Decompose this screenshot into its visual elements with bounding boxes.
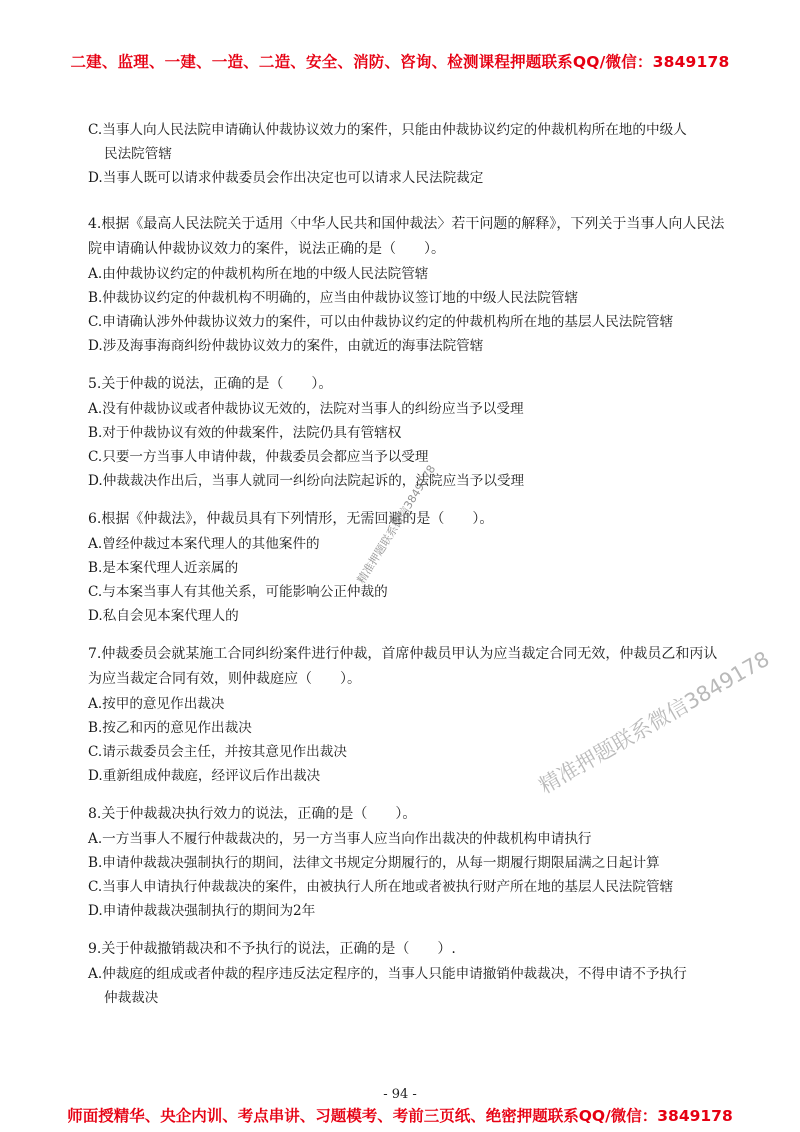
answer-option-text: A.没有仲裁协议或者仲裁协议无效的，法院对当事人的纠纷应当予以受理	[88, 401, 524, 417]
answer-option-text: B.仲裁协议约定的仲裁机构不明确的，应当由仲裁协议签订地的中级人民法院管辖	[88, 290, 579, 306]
answer-option	[88, 851, 728, 875]
watermark-small: 精准押题联系微信3849178	[354, 462, 439, 586]
question-block	[88, 642, 728, 788]
page-number: - 94 -	[383, 1087, 417, 1102]
question-stem: 6.根据《仲裁法》，仲裁员具有下列情形，无需回避的是（ ）。	[88, 511, 494, 527]
answer-option-text: D.重新组成仲裁庭，经评议后作出裁决	[88, 768, 321, 784]
answer-option-text: D.当事人既可以请求仲裁委员会作出决定也可以请求人民法院裁定	[88, 170, 484, 186]
answer-option-text: A.由仲裁协议约定的仲裁机构所在地的中级人民法院管辖	[88, 266, 429, 282]
answer-option-text: D.涉及海事海商纠纷仲裁协议效力的案件，由就近的海事法院管辖	[88, 338, 484, 354]
question-stem: 9.关于仲裁撤销裁决和不予执行的说法，正确的是（ ）.	[88, 941, 456, 957]
answer-option	[88, 310, 728, 334]
answer-option	[88, 118, 728, 166]
answer-option	[88, 532, 728, 556]
answer-option-text: B.申请仲裁裁决强制执行的期间，法律文书规定分期履行的，从每一期履行期限届满之日起计算	[88, 855, 660, 871]
answer-option	[88, 764, 728, 788]
answer-option	[88, 262, 728, 286]
question-stem: 7.仲裁委员会就某施工合同纠纷案件进行仲裁，首席仲裁员甲认为应当裁定合同无效，仲裁员乙和丙认为应当裁定合同有效，则仲裁庭应（ ）。	[88, 646, 718, 687]
answer-option-text: A.仲裁庭的组成或者仲裁的程序违反法定程序的，当事人只能申请撤销仲裁裁决，不得申请不予执行	[88, 966, 687, 982]
promo-footer: 师面授精华、央企内训、考点串讲、习题模考、考前三页纸、绝密押题联系QQ/微信：3849178	[67, 1107, 733, 1125]
answer-option	[88, 286, 728, 310]
answer-option-text: C.与本案当事人有其他关系，可能影响公正仲裁的	[88, 584, 388, 600]
answer-option-text: C.请示裁委员会主任，并按其意见作出裁决	[88, 744, 347, 760]
answer-option-continuation: 民法院管辖	[104, 146, 172, 162]
question-block	[88, 802, 728, 923]
answer-option-text: C.只要一方当事人申请仲裁，仲裁委员会都应当予以受理	[88, 449, 429, 465]
exam-content	[88, 118, 728, 1024]
question-stem: 5.关于仲裁的说法，正确的是（ ）。	[88, 376, 333, 392]
answer-option	[88, 445, 728, 469]
answer-option	[88, 556, 728, 580]
answer-option	[88, 421, 728, 445]
question-block	[88, 372, 728, 493]
question-block	[88, 507, 728, 628]
answer-option-text: A.一方当事人不履行仲裁裁决的，另一方当事人应当向作出裁决的仲裁机构申请执行	[88, 831, 592, 847]
question-stem: 8.关于仲裁裁决执行效力的说法，正确的是（ ）。	[88, 806, 417, 822]
answer-option	[88, 899, 728, 923]
watermark-large: 精准押题联系微信3849178	[535, 646, 774, 799]
promo-header: 二建、监理、一建、一造、二造、安全、消防、咨询、检测课程押题联系QQ/微信：3849178	[70, 53, 730, 71]
answer-option	[88, 397, 728, 421]
answer-option-text: D.仲裁裁决作出后，当事人就同一纠纷向法院起诉的，法院应当予以受理	[88, 473, 525, 489]
answer-option	[88, 166, 728, 190]
answer-option-text: D.私自会见本案代理人的	[88, 608, 239, 624]
question-block	[88, 118, 728, 190]
answer-option-continuation: 仲裁裁决	[104, 990, 159, 1006]
answer-option-text: B.对于仲裁协议有效的仲裁案件，法院仍具有管辖权	[88, 425, 402, 441]
answer-option	[88, 604, 728, 628]
answer-option-text: B.按乙和丙的意见作出裁决	[88, 720, 252, 736]
question-block	[88, 937, 728, 1010]
question-block	[88, 212, 728, 358]
answer-option	[88, 962, 728, 1010]
answer-option-text: D.申请仲裁裁决强制执行的期间为2年	[88, 903, 316, 919]
answer-option	[88, 580, 728, 604]
answer-option-text: A.按甲的意见作出裁决	[88, 696, 225, 712]
question-stem: 4.根据《最高人民法院关于适用〈中华人民共和国仲裁法〉若干问题的解释》，下列关于当事人向人民法院申请确认仲裁协议效力的案件，说法正确的是（ ）。	[88, 216, 725, 257]
answer-option	[88, 334, 728, 358]
answer-option	[88, 875, 728, 899]
answer-option-text: C.申请确认涉外仲裁协议效力的案件，可以由仲裁协议约定的仲裁机构所在地的基层人民法院管辖	[88, 314, 674, 330]
answer-option-text: C.当事人向人民法院申请确认仲裁协议效力的案件，只能由仲裁协议约定的仲裁机构所在地的中级人	[88, 122, 687, 138]
answer-option-text: C.当事人申请执行仲裁裁决的案件，由被执行人所在地或者被执行财产所在地的基层人民法院管辖	[88, 879, 674, 895]
answer-option	[88, 827, 728, 851]
answer-option-text: B.是本案代理人近亲属的	[88, 560, 239, 576]
answer-option-text: A.曾经仲裁过本案代理人的其他案件的	[88, 536, 320, 552]
answer-option	[88, 692, 728, 716]
